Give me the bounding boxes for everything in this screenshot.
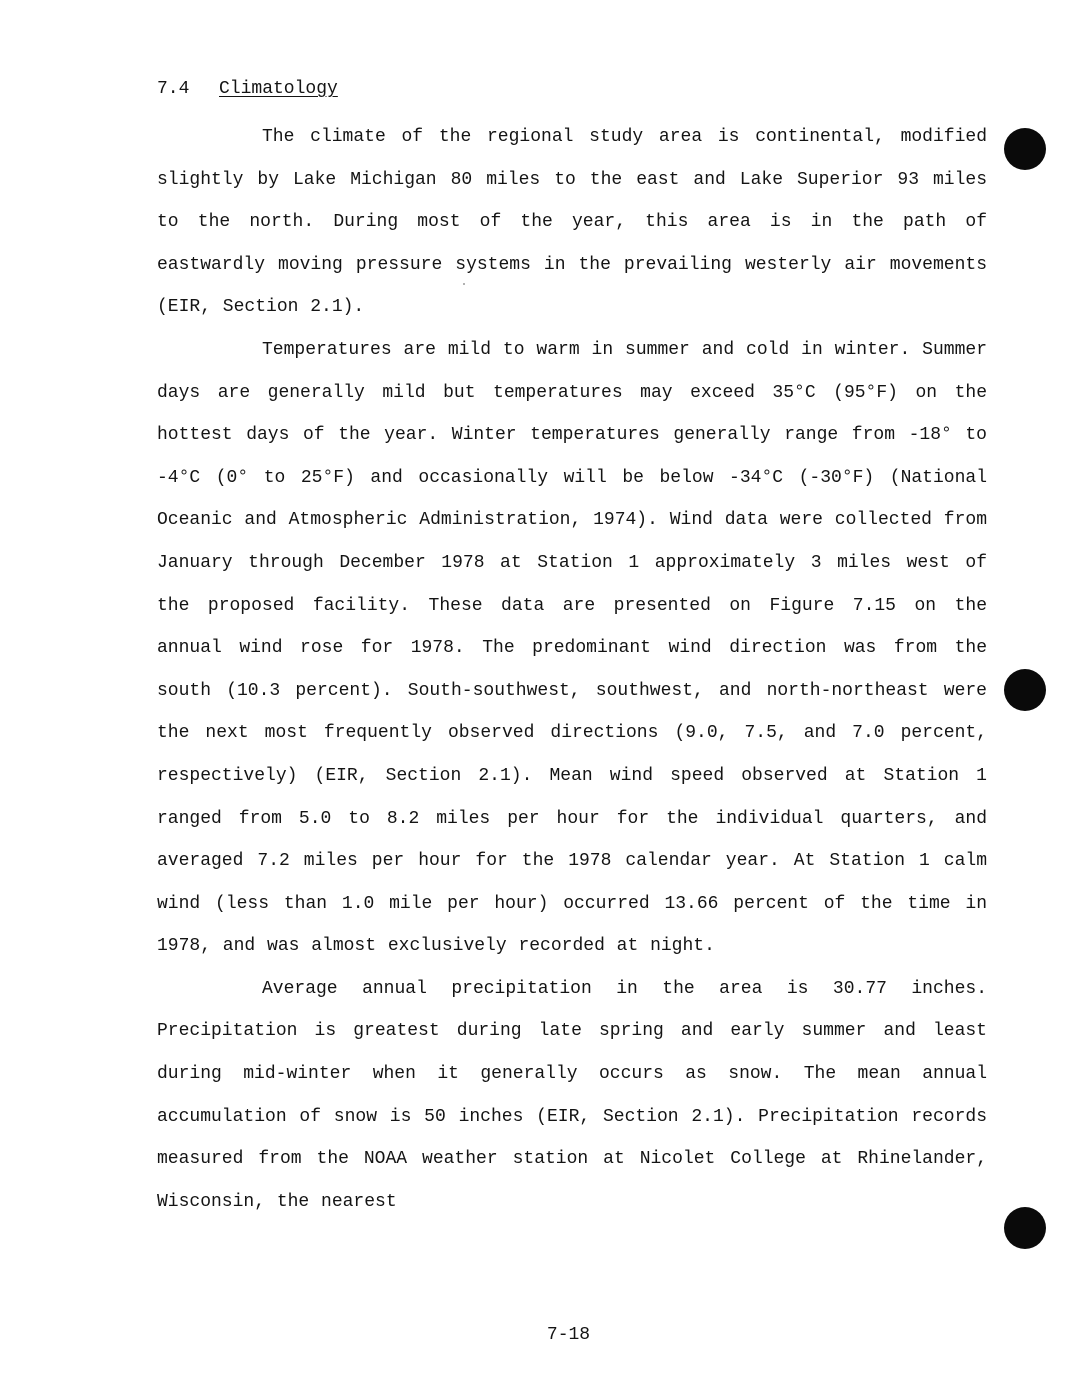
section-number: 7.4 bbox=[157, 79, 190, 99]
paragraph-climate: The climate of the regional study area is continental, modified slightly by Lake Michigan 80 miles to the east and Lake Superior 93 miles to the north. During most of the year, this area is in the path of eastwardly moving pressure systems in the prevailing westerly air movements (EIR, Section 2.1). bbox=[157, 127, 987, 318]
binder-hole-top bbox=[1004, 128, 1046, 170]
scan-speck bbox=[463, 283, 465, 285]
paragraph-precipitation: Average annual precipitation in the area is 30.77 inches. Precipitation is greatest during late spring and early summer and least during mid-winter when it generally occurs as snow. The mean annual accumulation of snow is 50 inches (EIR, Section 2.1). Precipitation records measured from the NOAA weather station at Nicolet College at Rhinelander, Wisconsin, the nearest bbox=[157, 978, 987, 1212]
binder-hole-bottom bbox=[1004, 1207, 1046, 1249]
body-text bbox=[157, 116, 987, 1223]
section-heading bbox=[157, 76, 338, 102]
binder-hole-middle bbox=[1004, 669, 1046, 711]
page-number: 7-18 bbox=[546, 1325, 591, 1345]
paragraph-temperature-wind: Temperatures are mild to warm in summer and cold in winter. Summer days are generally mild but temperatures may exceed 35°C (95°F) on the hottest days of the year. Winter temperatures generally range from -18° to -4°C (0° to 25°F) and occasionally will be below -34°C (-30°F) (National Oceanic and Atmospheric Administration, 1974). Wind data were collected from January through December 1978 at Station 1 approximately 3 miles west of the proposed facility. These data are presented on Figure 7.15 on the annual wind rose for 1978. The predominant wind direction was from the south (10.3 percent). South-southwest, southwest, and north-northeast were the next most frequently observed directions (9.0, 7.5, and 7.0 percent, respectively) (EIR, Section 2.1). Mean wind speed observed at Station 1 ranged from 5.0 to 8.2 miles per hour for the individual quarters, and averaged 7.2 miles per hour for the 1978 calendar year. At Station 1 calm wind (less than 1.0 mile per hour) occurred 13.66 percent of the time in 1978, and was almost exclusively recorded at night. bbox=[157, 339, 987, 957]
section-title: Climatology bbox=[219, 79, 338, 99]
